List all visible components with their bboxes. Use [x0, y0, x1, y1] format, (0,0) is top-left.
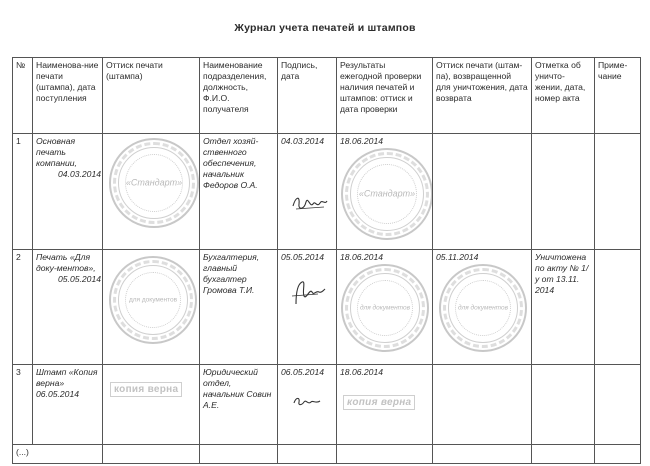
header-returned: Оттиск печати (штам-па), возвращенной для уничтожения, дата возврата — [433, 58, 532, 134]
empty-cell — [103, 445, 200, 464]
header-sign: Подпись, дата — [278, 58, 337, 134]
row-check-date: 18.06.2014 — [340, 252, 384, 262]
stamp-center-text: для документов — [457, 304, 509, 312]
round-stamp-graphic — [341, 148, 433, 240]
row-name-text: Основная печать компании, — [36, 136, 77, 168]
signature-image — [290, 192, 330, 214]
empty-cell — [200, 445, 278, 464]
table-row — [13, 134, 641, 250]
row-name-text: Печать «Для доку-ментов», — [36, 252, 96, 273]
row-destroy — [532, 134, 595, 250]
header-num: № — [13, 58, 33, 134]
stamp-center-text: для документов — [128, 296, 178, 304]
header-imprint: Оттиск печати (штампа) — [103, 58, 200, 134]
row-check — [337, 365, 433, 445]
journal-table — [12, 57, 641, 464]
row-destroy — [532, 365, 595, 445]
row-name-date: 05.05.2014 — [58, 274, 102, 284]
table-row — [13, 250, 641, 365]
row-name-text: Штамп «Копия верна» — [36, 367, 98, 388]
row-destroy: Уничтожена по акту № 1/у от 13.11. 2014 — [532, 250, 595, 365]
stamp-center-text: «Стандарт» — [125, 177, 183, 188]
continuation-marker: (...) — [13, 445, 103, 464]
header-name: Наименова-ние печати (штампа), дата поступления — [33, 58, 103, 134]
row-returned — [433, 134, 532, 250]
row-dept: Отдел хозяй-ственного обеспечения, начальник Федоров О.А. — [200, 134, 278, 250]
row-sign — [278, 250, 337, 365]
row-name — [33, 365, 103, 445]
signature-image — [290, 393, 326, 409]
row-note — [595, 365, 641, 445]
row-name-date: 06.05.2014 — [36, 389, 80, 399]
row-sign — [278, 134, 337, 250]
row-imprint — [103, 134, 200, 250]
row-name-date: 04.03.2014 — [58, 169, 102, 179]
row-imprint — [103, 365, 200, 445]
row-check-date: 18.06.2014 — [340, 367, 384, 377]
header-row — [13, 58, 641, 134]
row-imprint — [103, 250, 200, 365]
row-note — [595, 134, 641, 250]
empty-cell — [532, 445, 595, 464]
row-sign-date: 04.03.2014 — [281, 136, 325, 146]
empty-cell — [433, 445, 532, 464]
row-note — [595, 250, 641, 365]
row-num: 1 — [13, 134, 33, 250]
row-num: 2 — [13, 250, 33, 365]
row-name — [33, 250, 103, 365]
round-stamp-graphic — [109, 138, 199, 228]
empty-cell — [337, 445, 433, 464]
row-returned-date: 05.11.2014 — [436, 252, 479, 262]
row-sign-date: 06.05.2014 — [281, 367, 325, 377]
stamp-center-text: «Стандарт» — [358, 188, 416, 199]
row-check-date: 18.06.2014 — [340, 136, 384, 146]
row-returned — [433, 365, 532, 445]
round-stamp-graphic — [439, 264, 527, 352]
row-dept: Юридический отдел, начальник Совин А.Е. — [200, 365, 278, 445]
header-destroy: Отметка об уничто-жении, дата, номер акта — [532, 58, 595, 134]
empty-cell — [278, 445, 337, 464]
row-sign — [278, 365, 337, 445]
signature-image — [288, 278, 328, 308]
header-check: Результаты ежегодной проверки наличия печатей и штампов: оттиск и дата проверки — [337, 58, 433, 134]
row-name — [33, 134, 103, 250]
journal-title: Журнал учета печатей и штампов — [234, 22, 416, 34]
row-num: 3 — [13, 365, 33, 445]
row-sign-date: 05.05.2014 — [281, 252, 325, 262]
rectangular-stamp-graphic: копия верна — [343, 395, 415, 410]
round-stamp-graphic — [109, 256, 197, 344]
rectangular-stamp-graphic: копия верна — [110, 382, 182, 397]
stamp-center-text: для документов — [359, 304, 411, 312]
row-dept: Бухгалтерия, главный бухгалтер Громова Т.И. — [200, 250, 278, 365]
row-check — [337, 250, 433, 365]
header-dept: Наименование подразделения, должность, Ф.И.О. получателя — [200, 58, 278, 134]
empty-cell — [595, 445, 641, 464]
continuation-row — [13, 445, 641, 464]
row-returned — [433, 250, 532, 365]
row-check — [337, 134, 433, 250]
header-note: Приме-чание — [595, 58, 641, 134]
round-stamp-graphic — [341, 264, 429, 352]
table-row — [13, 365, 641, 445]
